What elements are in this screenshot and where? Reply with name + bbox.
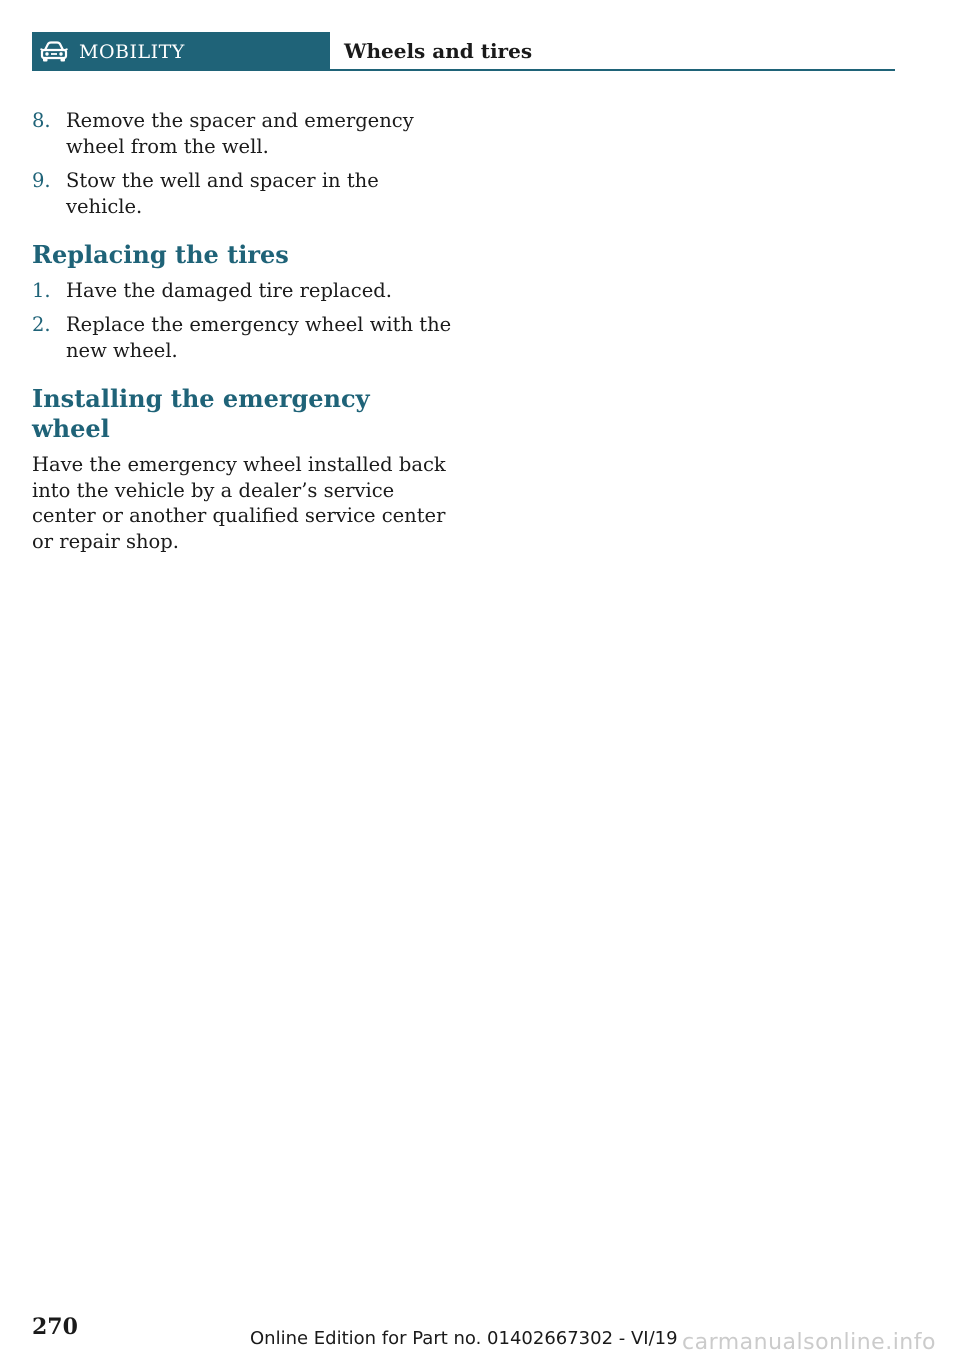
list-item xyxy=(32,168,452,220)
list-item xyxy=(32,108,452,160)
step-text: Stow the well and spacer in the vehicle. xyxy=(66,169,379,218)
replacing-steps-list xyxy=(32,278,452,364)
step-number: 2. xyxy=(32,313,51,336)
installing-wheel-text: Have the emergency wheel installed back into the vehicle by a dealer’s service center or another qualified service center or repair shop. xyxy=(32,453,446,553)
section-tab xyxy=(32,32,330,71)
car-icon xyxy=(39,41,69,63)
continued-steps-list xyxy=(32,108,452,220)
edition-note: Online Edition for Part no. 01402667302 - VI/19 xyxy=(250,1328,678,1349)
step-number: 9. xyxy=(32,169,51,192)
step-text: Have the damaged tire replaced. xyxy=(66,279,392,302)
step-text: Remove the spacer and emergency wheel from the well. xyxy=(66,109,414,158)
chapter-title: Wheels and tires xyxy=(344,38,533,63)
page-content xyxy=(32,108,452,554)
replacing-tires-heading: Replacing the tires xyxy=(32,240,289,269)
list-item xyxy=(32,312,452,364)
section-label: MOBILITY xyxy=(79,40,185,63)
installing-wheel-heading: Installing the emergency wheel xyxy=(32,384,370,443)
list-item xyxy=(32,278,452,304)
step-text: Replace the emergency wheel with the new wheel. xyxy=(66,313,452,362)
watermark: carmanualsonline.info xyxy=(682,1330,936,1355)
page-number: 270 xyxy=(32,1314,78,1340)
step-number: 8. xyxy=(32,109,51,132)
step-number: 1. xyxy=(32,279,51,302)
page-header xyxy=(32,32,895,71)
